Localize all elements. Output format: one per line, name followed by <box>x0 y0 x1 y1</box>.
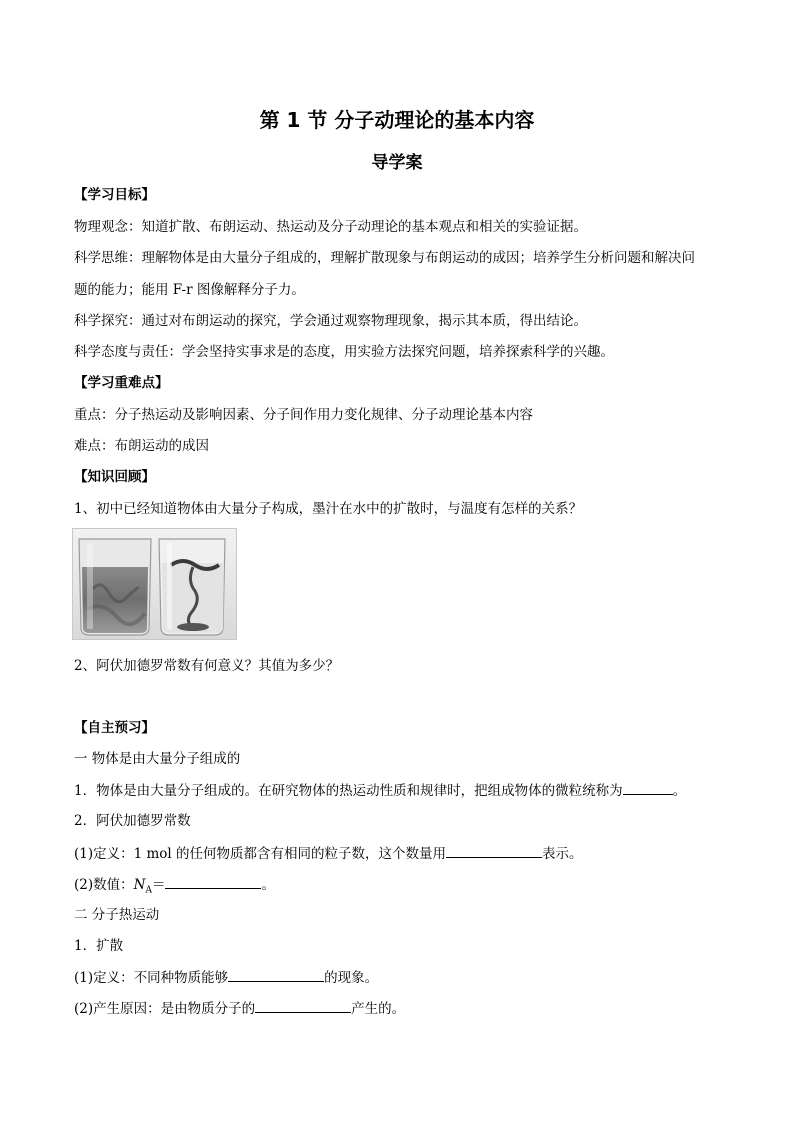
item-text: 1．物体是由大量分子组成的。在研究物体的热运动性质和规律时，把组成物体的微粒统称为 <box>74 783 623 799</box>
equals-sign: ＝ <box>151 877 166 893</box>
review-question-2: 2、阿伏加德罗常数有何意义？其值为多少？ <box>74 658 340 674</box>
avogadro-value <box>74 874 275 901</box>
section-2-item-1: 1．扩散 <box>74 938 124 954</box>
section-1-item-2: 2．阿伏加德罗常数 <box>74 813 191 829</box>
goal-sci-thinking-line2: 题的能力；能用 F-r 图像解释分子力。 <box>74 282 305 298</box>
avogadro-definition <box>74 843 583 864</box>
key-points-heading: 【学习重难点】 <box>74 375 169 391</box>
key-point: 重点：分子热运动及影响因素、分子间作用力变化规律、分子动理论基本内容 <box>74 407 533 423</box>
goals-heading: 【学习目标】 <box>74 187 155 203</box>
section-1-title: 一 物体是由大量分子组成的 <box>74 751 241 767</box>
item-text: 。 <box>672 783 687 799</box>
preview-heading: 【自主预习】 <box>74 720 155 736</box>
goal-physics-concept: 物理观念：知道扩散、布朗运动、热运动及分子动理论的基本观点和相关的实验证据。 <box>74 219 587 235</box>
fill-blank[interactable] <box>228 967 324 982</box>
item-text: (1)定义：不同种物质能够 <box>74 970 229 986</box>
ink-diffusion-photo <box>72 528 237 640</box>
symbol-subscript: A <box>145 885 152 896</box>
review-heading: 【知识回顾】 <box>74 469 155 485</box>
page-title: 第 1 节 分子动理论的基本内容 <box>259 108 535 132</box>
review-question-1: 1、初中已经知道物体由大量分子构成，墨汁在水中的扩散时，与温度有怎样的关系？ <box>74 501 583 517</box>
difficult-point: 难点：布朗运动的成因 <box>74 438 209 454</box>
goal-sci-attitude: 科学态度与责任：学会坚持实事求是的态度，用实验方法探究问题，培养探索科学的兴趣。 <box>74 344 614 360</box>
item-text: 表示。 <box>542 846 583 862</box>
diffusion-cause <box>74 998 405 1019</box>
item-text: 。 <box>261 877 275 893</box>
fill-blank[interactable] <box>255 998 351 1013</box>
diffusion-definition <box>74 967 378 988</box>
fill-blank[interactable] <box>623 780 673 795</box>
item-text: (2)产生原因：是由物质分子的 <box>74 1001 256 1017</box>
item-text: (2)数值： <box>74 877 134 893</box>
item-text: 的现象。 <box>324 970 379 986</box>
section-1-item-1 <box>74 780 686 801</box>
goal-sci-thinking-line1: 科学思维：理解物体是由大量分子组成的，理解扩散现象与布朗运动的成因；培养学生分析问题和解决问 <box>74 250 695 266</box>
fill-blank[interactable] <box>165 874 261 889</box>
fill-blank[interactable] <box>446 843 542 858</box>
symbol-n: N <box>133 877 146 893</box>
goal-sci-inquiry: 科学探究：通过对布朗运动的探究，学会通过观察物理现象，揭示其本质，得出结论。 <box>74 313 587 329</box>
section-2-title: 二 分子热运动 <box>74 907 160 923</box>
item-text: 产生的。 <box>351 1001 406 1017</box>
page-subtitle: 导学案 <box>371 153 423 173</box>
item-text: (1)定义：1 mol 的任何物质都含有相同的粒子数，这个数量用 <box>74 846 447 862</box>
